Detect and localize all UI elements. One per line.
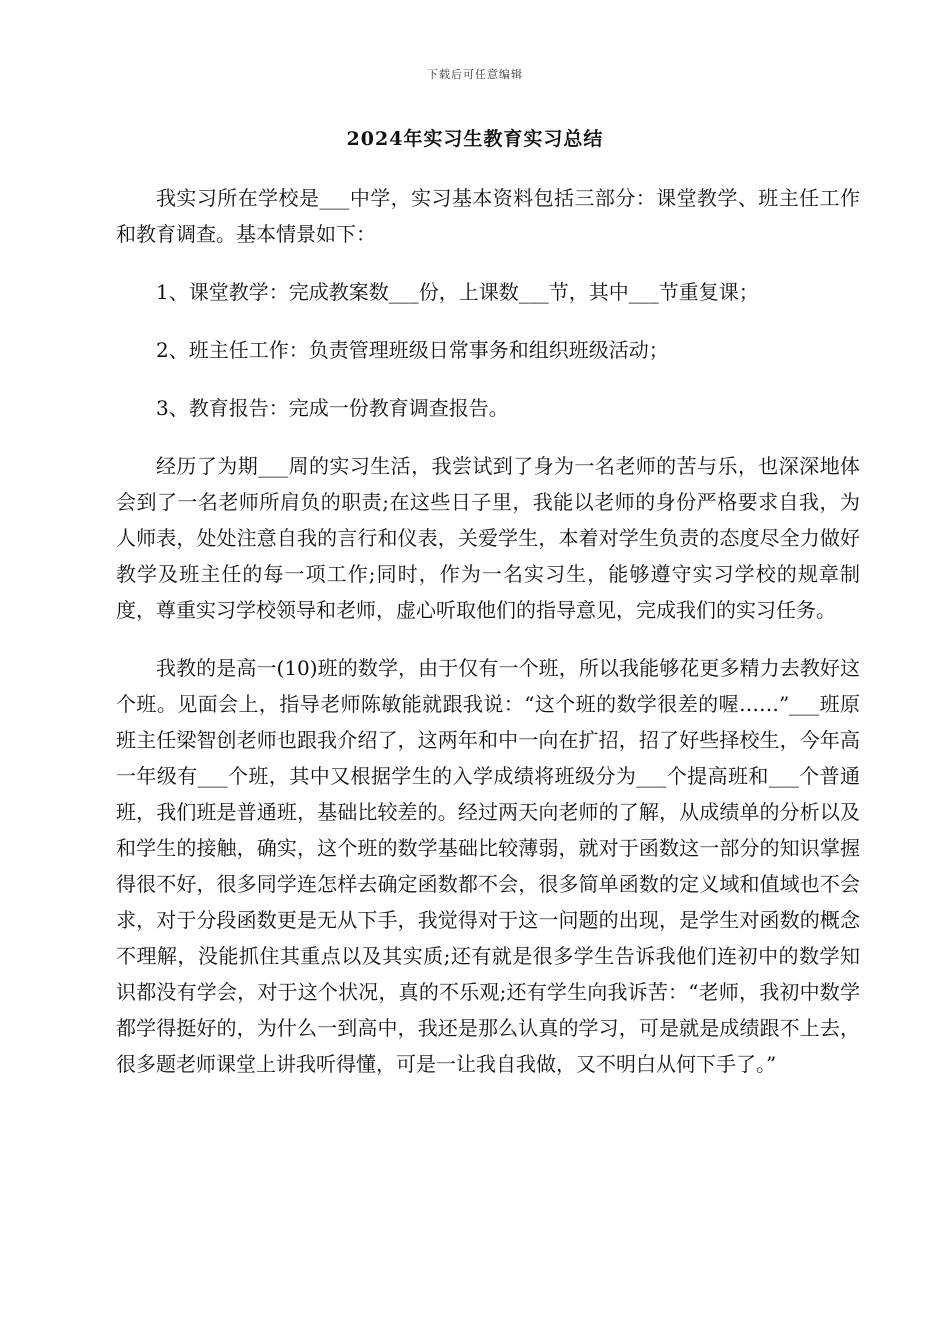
paragraph-item-2: 2、班主任工作：负责管理班级日常事务和组织班级活动； xyxy=(156,338,669,362)
document-body xyxy=(116,180,860,1082)
document-title: 2024年实习生教育实习总结 xyxy=(346,128,604,150)
paragraph-teaching: 我教的是高一(10)班的数学，由于仅有一个班，所以我能够花更多精力去教好这个班。见面会上，指导老师陈敏能就跟我说：“这个班的数学很差的喔……”___班原班主任梁智创老师也跟我介绍了，这两年和中一向在扩招，招了好些择校生，今年高一年级有___个班，其中又根据学生的入学成绩将班级分为___个提高班和___个普通班，我们班是普通班，基础比较差的。经过两天向老师的了解，从成绩单的分析以及和学生的接触，确实，这个班的数学基础比较薄弱，就对于函数这一部分的知识掌握得很不好，很多同学连怎样去确定函数都不会，很多简单函数的定义域和值域也不会求，对于分段函数更是无从下手，我觉得对于这一问题的出现，是学生对函数的概念不理解，没能抓住其重点以及其实质;还有就是很多学生告诉我他们连初中的数学知识都没有学会，对于这个状况，真的不乐观;还有学生向我诉苦：“老师，我初中数学都学得挺好的，为什么一到高中，我还是那么认真的学习，可是就是成绩跟不上去，很多题老师课堂上讲我听得懂，可是一让我自我做，又不明白从何下手了。” xyxy=(116,656,860,1076)
paragraph-intro: 我实习所在学校是___中学，实习基本资料包括三部分：课堂教学、班主任工作和教育调查。基本情景如下： xyxy=(116,186,860,246)
header-note: 下载后可任意编辑 xyxy=(427,68,523,81)
paragraph-experience: 经历了为期___周的实习生活，我尝试到了身为一名老师的苦与乐，也深深地体会到了一名老师所肩负的职责;在这些日子里，我能以老师的身份严格要求自我，为人师表，处处注意自我的言行和仪表，关爱学生，本着对学生负责的态度尽全力做好教学及班主任的每一项工作;同时，作为一名实习生，能够遵守实习学校的规章制度，尊重实习学校领导和老师，虚心听取他们的指导意见，完成我们的实习任务。 xyxy=(116,454,860,622)
paragraph-item-3: 3、教育报告：完成一份教育调查报告。 xyxy=(156,396,509,420)
paragraph-item-1: 1、课堂教学：完成教案数___份，上课数___节，其中___节重复课； xyxy=(156,280,759,304)
